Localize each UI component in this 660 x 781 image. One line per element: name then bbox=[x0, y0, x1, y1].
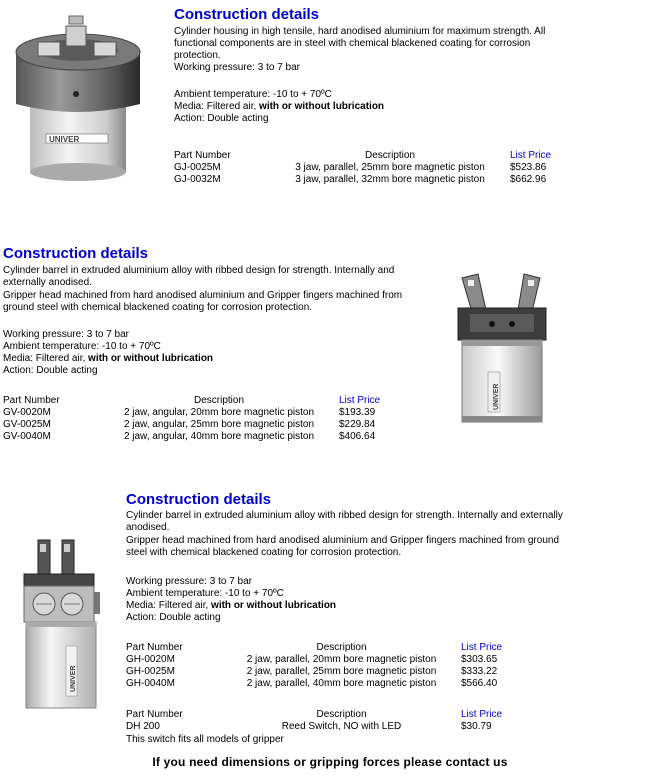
part-price: $30.79 bbox=[461, 721, 492, 732]
part-number: GH-0025M bbox=[126, 666, 175, 677]
col-list-price: List Price bbox=[339, 395, 381, 406]
switch-note: This switch fits all models of gripper bbox=[126, 734, 284, 745]
table-row bbox=[3, 419, 380, 431]
part-description: 3 jaw, parallel, 32mm bore magnetic piston bbox=[295, 174, 485, 185]
col-list-price: List Price bbox=[510, 150, 552, 161]
switch-table bbox=[126, 709, 502, 733]
col-description: Description bbox=[364, 150, 416, 161]
media-lubrication: with or without lubrication bbox=[259, 101, 385, 112]
col-description: Description bbox=[316, 709, 367, 720]
part-description: 2 jaw, parallel, 25mm bore magnetic piston bbox=[246, 666, 437, 677]
media-lubrication: with or without lubrication bbox=[211, 600, 337, 611]
table-row bbox=[126, 721, 502, 733]
col-list-price: List Price bbox=[461, 642, 503, 653]
section3-action: Action: Double acting bbox=[126, 612, 221, 623]
col-part-number: Part Number bbox=[174, 150, 231, 161]
table-row bbox=[126, 654, 502, 666]
media-label: Media: Filtered air, bbox=[126, 600, 212, 611]
part-number: GJ-0032M bbox=[174, 174, 221, 185]
table-header bbox=[126, 642, 502, 654]
table-header bbox=[3, 395, 380, 407]
section1-title: Construction details bbox=[174, 6, 320, 23]
media-label: Media: Filtered air, bbox=[174, 101, 260, 112]
part-description: 2 jaw, angular, 20mm bore magnetic piston bbox=[123, 407, 315, 418]
section3-parts-table bbox=[126, 642, 502, 690]
part-price: $303.65 bbox=[461, 654, 498, 665]
section1-action: Action: Double acting bbox=[174, 113, 269, 124]
col-part-number: Part Number bbox=[126, 642, 183, 653]
part-description: Reed Switch, NO with LED bbox=[281, 721, 402, 732]
table-row bbox=[174, 174, 551, 186]
section1-pressure: Working pressure: 3 to 7 bar bbox=[174, 62, 300, 73]
section2-media bbox=[3, 353, 213, 365]
three-jaw-gripper-image bbox=[8, 12, 148, 192]
part-price: $229.84 bbox=[339, 419, 376, 430]
col-list-price: List Price bbox=[461, 709, 503, 720]
part-number: GV-0025M bbox=[3, 419, 51, 430]
col-description: Description bbox=[316, 642, 367, 653]
part-number: GV-0020M bbox=[3, 407, 51, 418]
part-number: DH 200 bbox=[126, 721, 160, 732]
section1-temperature: Ambient temperature: -10 to + 70ºC bbox=[174, 89, 332, 100]
part-price: $406.64 bbox=[339, 431, 376, 442]
brand-label: UNIVER bbox=[70, 665, 77, 692]
section3-pressure: Working pressure: 3 to 7 bar bbox=[126, 576, 252, 587]
section2-pressure: Working pressure: 3 to 7 bar bbox=[3, 329, 129, 340]
table-header bbox=[126, 709, 502, 721]
contact-footer: If you need dimensions or gripping forces please contact us bbox=[152, 755, 508, 769]
section1-media bbox=[174, 101, 384, 113]
part-price: $333.22 bbox=[461, 666, 498, 677]
part-price: $662.96 bbox=[510, 174, 547, 185]
col-part-number: Part Number bbox=[3, 395, 60, 406]
section3-temperature: Ambient temperature: -10 to + 70ºC bbox=[126, 588, 284, 599]
part-number: GH-0040M bbox=[126, 678, 175, 689]
section2-action: Action: Double acting bbox=[3, 365, 98, 376]
section2-description-2: Gripper head machined from hard anodised aluminium and Gripper fingers machined from ground steel with chemical blackened coating for corrosion protection. bbox=[3, 290, 403, 313]
section3-description: Cylinder barrel in extruded aluminium alloy with ribbed design for strength. Internally and externally anodised. bbox=[126, 510, 563, 533]
section2-description: Cylinder barrel in extruded aluminium alloy with ribbed design for strength. Internally and externally anodised. bbox=[3, 265, 395, 288]
section3-title: Construction details bbox=[126, 491, 272, 508]
angular-gripper-image bbox=[448, 272, 558, 427]
table-header bbox=[174, 150, 551, 162]
part-description: 2 jaw, parallel, 20mm bore magnetic piston bbox=[246, 654, 437, 665]
part-description: 3 jaw, parallel, 25mm bore magnetic piston bbox=[295, 162, 485, 173]
media-lubrication: with or without lubrication bbox=[88, 353, 214, 364]
brand-label: UNIVER bbox=[49, 135, 80, 144]
part-number: GH-0020M bbox=[126, 654, 175, 665]
part-price: $523.86 bbox=[510, 162, 547, 173]
section2-title: Construction details bbox=[3, 245, 149, 262]
part-description: 2 jaw, angular, 25mm bore magnetic piston bbox=[123, 419, 315, 430]
part-price: $193.39 bbox=[339, 407, 376, 418]
table-row bbox=[3, 431, 380, 443]
media-label: Media: Filtered air, bbox=[3, 353, 89, 364]
part-price: $566.40 bbox=[461, 678, 498, 689]
section1-parts-table bbox=[174, 150, 551, 186]
section2-temperature: Ambient temperature: -10 to + 70ºC bbox=[3, 341, 161, 352]
section3-description-2: Gripper head machined from hard anodised aluminium and Gripper fingers machined from ground steel with chemical blackened coating for corrosion protection. bbox=[126, 535, 560, 558]
brand-label: UNIVER bbox=[493, 383, 500, 410]
part-description: 2 jaw, parallel, 40mm bore magnetic piston bbox=[246, 678, 437, 689]
section3-media bbox=[126, 600, 336, 612]
table-row bbox=[126, 666, 502, 678]
table-row bbox=[126, 678, 502, 690]
part-number: GV-0040M bbox=[3, 431, 51, 442]
part-number: GJ-0025M bbox=[174, 162, 221, 173]
section2-parts-table bbox=[3, 395, 380, 443]
part-description: 2 jaw, angular, 40mm bore magnetic piston bbox=[123, 431, 315, 442]
col-description: Description bbox=[193, 395, 245, 406]
table-row bbox=[3, 407, 380, 419]
table-row bbox=[174, 162, 551, 174]
section1-description: Cylinder housing in high tensile, hard anodised aluminium for maximum strength. All functional components are in steel with chemical blackened coating for corrosion protection. bbox=[174, 26, 546, 61]
col-part-number: Part Number bbox=[126, 709, 183, 720]
parallel-gripper-image bbox=[16, 538, 120, 713]
